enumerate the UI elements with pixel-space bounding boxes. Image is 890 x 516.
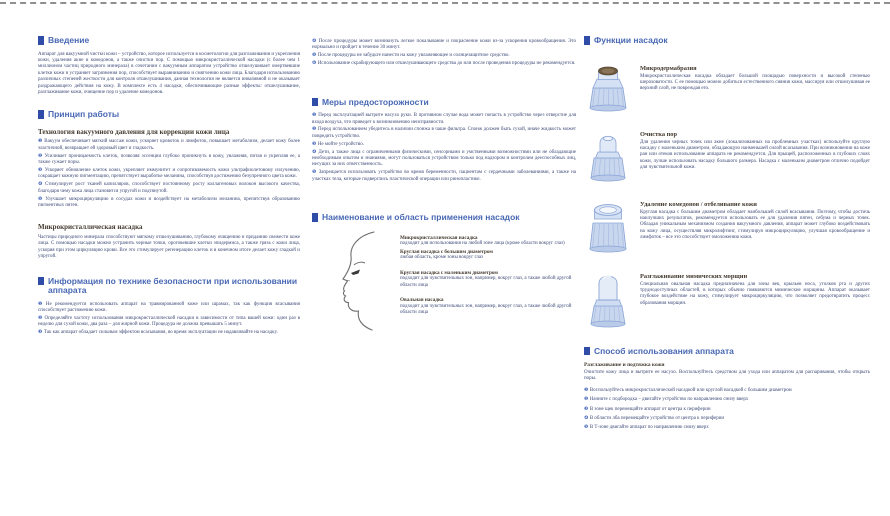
bullet-number-icon: ❺ (312, 170, 318, 176)
list-item (312, 113, 576, 126)
bullet-number-icon: ❹ (584, 416, 589, 422)
bullet-number-icon: ❶ (38, 139, 43, 145)
list-item-text: Начните с подбородка – двигайте устройство по направлению снизу вверх (589, 397, 749, 403)
function-title: Очистка пор (640, 130, 678, 138)
nozzle-entry (400, 270, 576, 289)
list-item-text: Использование скрабирующего или отшелушивающего средства до или после проведения процедуры не рекомендуется. (317, 61, 576, 67)
bullet-number-icon: ❺ (584, 425, 589, 431)
nozzle-entry (400, 297, 576, 316)
list-item (584, 407, 870, 413)
function-desc: Для удаления черных точек или акне (локализованных на проблемных участках) используйте круглую насадку с маленьким диаметром, обладающую наименьшей силой всасывания. При возникновении на коже ран или отеков использование аппарата не рекомендуется. Для прыщей, расположенных в глубоких слоях кожи, лучше использовать насадку большого размера. Насадка с маленьким диаметром отлично подойдет для чувствительной кожи. (640, 139, 870, 171)
function-item (584, 198, 870, 261)
list-item (584, 388, 870, 394)
section-heading-principle (38, 110, 300, 120)
intro-paragraph: Аппарат для вакуумной чистки кожи – устройство, которое используется в косметологии для разглаживания и укрепления кожи, удаления акне и комедонов, а также очистки пор. С помощью микрокристаллической насадки (с более чем 1 миллионом частиц природного минерала) в сочетании с вакуумным аппаратом устройство отшелушивает омертвевшие клетки кожи и устраняет загрязнения пор, способствует выравниванию и смягчению кожи лица. Благодаря использованию различных степеней жесткости для контроля отшелушивания, данная технология не является инвазивной и не оказывает раздражающего действия на кожу. В комплекте есть 4 насадки, обеспечивающие разные эффекты: отшелушивание, разглаживание кожи, очищение пор и удаление комедонов. (38, 51, 300, 95)
heading-square-icon (584, 36, 590, 45)
list-item-text: В Т-зоне двигайте аппарат по направлению снизу вверх (589, 425, 709, 431)
section-heading-label: Способ использования аппарата (594, 345, 734, 356)
list-item-text: В зоне щек перемещайте аппарат от центра к периферии (589, 406, 711, 412)
list-item-text: Перед использованием убедитесь в наличии спонжа в чаше фильтра. Спонж должен быть сухой, иначе жидкость может повредить устройство. (312, 127, 576, 139)
function-body (640, 198, 870, 261)
section-heading-nozzle-functions (584, 36, 870, 46)
bullet-number-icon: ❺ (38, 196, 44, 202)
column-2 (312, 36, 576, 336)
list-item (312, 39, 576, 52)
oval-tip-image (584, 270, 640, 335)
safety-list (38, 302, 300, 337)
list-item-text: Ускоряет обновление клеток кожи, укрепляет иммунитет и сопротивляемость кожи ультрафиолетовому излучению, сокращает кожную пигментацию, препятствует выработке меланина, способствуя достижению безупречного цвета кожи. (38, 167, 300, 180)
list-item (38, 139, 300, 152)
section-heading-label: Меры предосторожности (322, 96, 429, 107)
list-item (312, 61, 576, 67)
bullet-number-icon: ❹ (38, 182, 44, 188)
precautions-list (312, 113, 576, 183)
heading-square-icon (38, 36, 44, 45)
list-item (38, 316, 300, 329)
function-item (584, 270, 870, 335)
function-desc: Специальная овальная насадка предназначена для зоны век, крыльев носа, уголков рта и других труднодоступных областей, в которых обычно появляются мимические морщины. Аппарат оказывает глубокое воздействие на кожу, стимулирует микроциркуляцию, что позволяет предотвратить процесс образования морщин. (640, 281, 870, 306)
function-title: Микродермабразия (640, 64, 697, 72)
function-body (640, 62, 870, 119)
face-profile-illustration (312, 229, 400, 336)
nozzle-name-list (400, 229, 576, 336)
function-desc: Круглая насадка с большим диаметром обладает наибольшей силой всасывания. Поэтому, чтобы достичь наилучших результатов, рекомендуется использовать ее для удаления пятен, себума и черных точек. Обладая уникальным механизмом создания вакуумного давления, аппарат может глубоко воздействовать на кожу лица, осуществляя микролифтинг, стимулируя микроциркуляцию, улучшая кровообращение и лимфоток – все это способствует омоложению кожи. (640, 209, 870, 241)
heading-square-icon (38, 277, 44, 286)
bullet-number-icon: ❸ (312, 141, 317, 147)
section-heading-label: Функции насадок (594, 35, 668, 45)
small-round-tip-image (584, 128, 640, 189)
microcrystalline-paragraph: Частицы природного минерала способствуют мягкому отшелушиванию, глубокому очищению и приданию свежести коже лица. С помощью насадки можно устранить черные точки, ороговевшие клетки эпидермиса, а также грязь с кожи лица, ускоряя при этом циркуляцию крови. Все это стимулирует регенерацию клеток и в конечном итоге делает кожу гладкой и упругой. (38, 234, 300, 260)
section-heading-label: Информация по технике безопасности при использовании аппарата (48, 275, 298, 296)
cut-line (0, 2, 890, 4)
heading-square-icon (312, 213, 318, 222)
function-title: Удаление комедонов / отбеливание кожи (640, 200, 757, 208)
nozzle-name: Микрокристаллическая насадка (400, 234, 478, 241)
list-item-text: Улучшает микроциркуляцию в сосудах кожи и воздействует на метаболизм меланина, препятствуя образованию пигментных пятен. (38, 196, 300, 208)
microdermabrasion-tip-image (584, 62, 640, 119)
section-heading-introduction (38, 36, 300, 46)
section-heading-usage (584, 347, 870, 357)
nozzle-desc: подходит для чувствительных зон, например, вокруг глаз, а также любой другой области лица (400, 276, 572, 288)
nozzle-name: Круглая насадка с большим диаметром (400, 248, 493, 255)
nozzle-desc: подходит для использования на любой зоне лица (кроме области вокруг глаз) (400, 241, 565, 247)
bullet-number-icon: ❻ (312, 61, 317, 67)
nozzle-entry (400, 249, 576, 262)
bullet-number-icon: ❶ (38, 301, 45, 307)
bullet-number-icon: ❸ (38, 167, 44, 173)
subheading-vacuum-technology: Технология вакуумного давления для коррекции кожи лица (38, 127, 230, 136)
heading-square-icon (312, 98, 318, 107)
list-item-text: После процедуры может возникнуть легкое покалывание и покраснение кожи из-за ускорения кровообращения. Это нормально и пройдет в течение 30 минут. (312, 39, 576, 51)
section-heading-label: Введение (48, 35, 90, 45)
list-item-text: Не рекомендуется использовать аппарат на травмированной коже или шрамах, так как функция всасывания способствует растяжению кожи. (38, 301, 300, 313)
function-title: Разглаживание мимических морщин (640, 272, 748, 280)
list-item (38, 168, 300, 181)
bullet-number-icon: ❷ (584, 397, 589, 403)
section-heading-safety (38, 277, 300, 296)
column-3 (584, 36, 870, 435)
bullet-number-icon: ❷ (38, 315, 43, 321)
bullet-number-icon: ❹ (312, 39, 318, 44)
nozzle-name: Овальная насадка (400, 297, 444, 304)
function-item (584, 128, 870, 189)
list-item (312, 142, 576, 148)
function-item (584, 62, 870, 119)
list-item (38, 330, 300, 336)
bullet-number-icon: ❸ (38, 330, 43, 336)
function-desc: Микрокристаллическая насадка обладает большой площадью поверхности и высокой степенью шероховатости. С ее помощью можно добиться естественного сияния кожи, массируя или отшелушивая ее верхний слой, не повреждая его. (640, 73, 870, 92)
list-item-text: В области лба перемещайте устройство от центра к периферии (589, 416, 725, 422)
safety-list-continued (312, 36, 576, 68)
function-body (640, 128, 870, 189)
list-item-text: Не мойте устройство. (317, 141, 365, 147)
vacuum-technology-list (38, 139, 300, 209)
function-body (640, 270, 870, 335)
subheading-smoothing-lifting: Разглаживание и подтяжка кожи (584, 362, 665, 368)
bullet-number-icon: ❷ (38, 153, 44, 159)
list-item-text: Усиливает проницаемость клеток, позволяя эссенции глубоко проникнуть в кожу, увлажняя, питая и укрепляя ее, а также сужает поры. (38, 153, 300, 166)
list-item-text: Вакуум обеспечивает мягкий массаж кожи, ускоряет кровоток и лимфоток, повышает метаболизм, делает кожу более эластичной, возвращает ей здоровый цвет и гладкость. (38, 139, 300, 151)
nozzle-name: Круглая насадка с маленьким диаметром (400, 269, 498, 276)
list-item (312, 127, 576, 140)
large-round-tip-image (584, 198, 640, 261)
list-item (584, 425, 870, 431)
list-item (584, 416, 870, 422)
nozzle-entry (400, 235, 576, 248)
nozzle-desc: любая область, кроме зоны вокруг глаз (400, 255, 484, 261)
list-item-text: Так как аппарат обладает сильным эффектом всасывания, во время эксплуатации не надавливайте на насадку. (43, 330, 278, 336)
subheading-microcrystalline-nozzle: Микрокристаллическая насадка (38, 223, 143, 232)
list-item-text: Дети, а также лица с ограниченными физическими, сенсорными и умственными возможностями или не обладающие необходимым опытом и знаниями, могут пользоваться устройством только под надзором и контролем дееспособных лиц, несущих за них ответственность. (312, 149, 576, 168)
heading-square-icon (38, 110, 44, 119)
column-1 (38, 36, 300, 338)
list-item-text: Перед эксплуатацией вытрите насухо руки. В противном случае вода может попасть в устройство через отверстие для входа воздуха, что приведет к возникновению неисправности. (312, 113, 576, 125)
list-item-text: Определяйте частоту использования микрокристаллической насадки в зависимости от типа вашей кожи: один раз в неделю для сухой кожи, два раза – для жирной кожи. Процедура не должна превышать 5 минут. (38, 315, 300, 328)
usage-intro-paragraph: Очистите кожу лица и вытрите ее насухо. Воспользуйтесь средством для ухода или аппаратом для распаривания, чтобы открыть поры. (584, 370, 870, 382)
list-item (312, 170, 576, 183)
heading-square-icon (584, 347, 590, 356)
list-item (38, 154, 300, 167)
section-heading-label: Принцип работы (48, 109, 120, 120)
bullet-number-icon: ❹ (312, 149, 317, 155)
bullet-number-icon: ❶ (584, 387, 589, 393)
list-item (38, 302, 300, 315)
bullet-number-icon: ❷ (312, 127, 317, 133)
list-item (584, 397, 870, 403)
list-item-text: Стимулирует рост тканей капилляров, способствует постоянному росту коллагеновых волокон высокого качества, благодаря чему кожа лица становится упругой и подтянутой. (38, 182, 300, 194)
bullet-number-icon: ❸ (584, 406, 589, 412)
list-item (312, 53, 576, 59)
nozzle-desc: подходит для чувствительных зон, например, вокруг глаз, а также любой другой области лица (400, 303, 572, 316)
list-item-text: После процедуры не забудьте нанести на кожу увлажняющее и солнцезащитное средство. (317, 53, 510, 59)
list-item (38, 197, 300, 210)
list-item (38, 182, 300, 195)
bullet-number-icon: ❺ (312, 53, 317, 59)
list-item-text: Запрещается использовать устройство во время беременности, пациентам с сердечными заболеваниями, а также на участках тела, которые подверглись пластической операции или ринопластике. (312, 170, 576, 182)
section-heading-precautions (312, 98, 576, 108)
section-heading-label: Наименование и область применения насадок (322, 212, 520, 223)
bullet-number-icon: ❶ (312, 113, 317, 119)
usage-steps-list (584, 388, 870, 432)
list-item-text: Воспользуйтесь микрокристаллической насадкой или круглой насадкой с большим диаметром (589, 387, 792, 393)
section-heading-nozzle-names (312, 213, 576, 223)
list-item (312, 150, 576, 169)
nozzle-naming-block (312, 229, 576, 336)
